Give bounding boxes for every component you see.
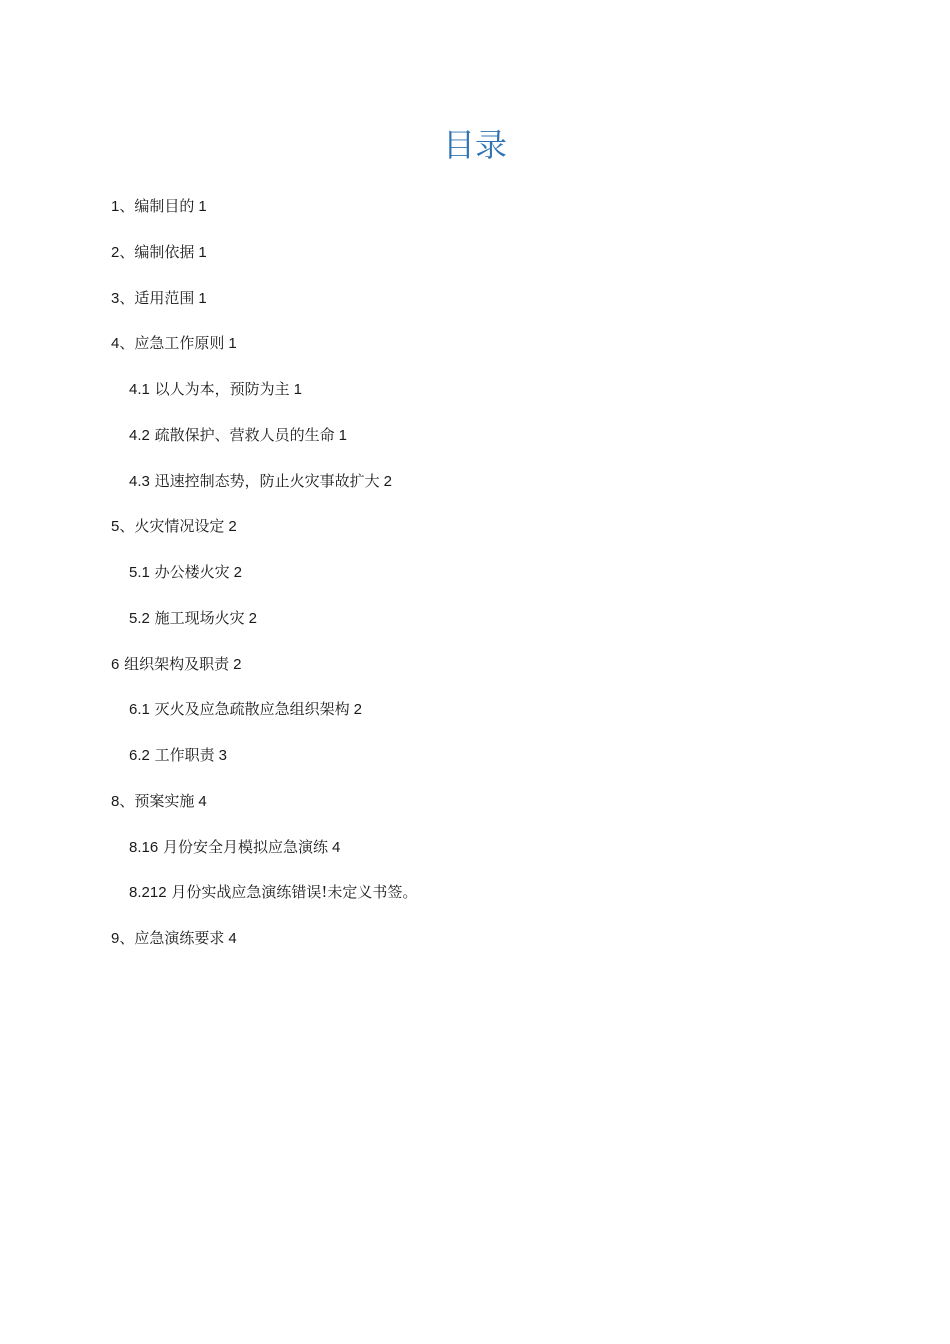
toc-entry-text: 编制依据 <box>134 242 195 261</box>
toc-entry-number: 4.2 <box>129 426 150 444</box>
toc-entry-page-number: 2 <box>353 701 362 719</box>
toc-entry-separator: 、 <box>119 334 135 353</box>
toc-entry-text: 预案实施 <box>134 791 195 810</box>
toc-entry-number: 6 <box>111 655 120 673</box>
toc-entry[interactable] <box>0 926 950 972</box>
toc-entry[interactable] <box>0 194 950 240</box>
toc-entry-text: 火灾情况设定 <box>134 517 225 536</box>
toc-entry[interactable] <box>0 423 950 469</box>
toc-entry-number: 9 <box>111 930 120 947</box>
toc-entry-text: 适用范围 <box>134 288 195 307</box>
toc-entry-page-number: 1 <box>198 198 207 215</box>
toc-entry-page-number: 1 <box>198 243 207 261</box>
toc-entry-page-number: 1 <box>198 289 207 307</box>
toc-entry[interactable] <box>0 789 950 835</box>
toc-entry[interactable] <box>0 880 950 926</box>
toc-entry[interactable] <box>0 240 950 286</box>
toc-entry-page-number: 2 <box>233 564 242 581</box>
toc-entry-text: 疏散保护、营救人员的生命 <box>154 425 335 444</box>
toc-entry-number: 5.2 <box>129 609 150 627</box>
toc-entry-text: 办公楼火灾 <box>154 563 230 581</box>
toc-entry-page-number: 2 <box>228 518 237 536</box>
toc-entry-number: 5 <box>111 518 120 536</box>
toc-entry-number: 6.1 <box>129 701 150 719</box>
toc-entry-separator: 、 <box>119 517 135 536</box>
toc-entry-number: 3 <box>111 289 120 307</box>
toc-entry-separator: 、 <box>119 929 135 947</box>
toc-entry-separator: 、 <box>119 791 135 810</box>
toc-entry[interactable] <box>0 286 950 332</box>
toc-entry-page-number: 2 <box>233 655 242 673</box>
toc-entry-number: 4.1 <box>129 381 150 398</box>
toc-entry-page-number: 4 <box>228 930 237 947</box>
toc-entry-page-number: 1 <box>338 426 347 444</box>
toc-entry-text: 组织架构及职责 <box>124 654 230 673</box>
toc-entry-text: 工作职责 <box>154 746 215 764</box>
toc-entry[interactable] <box>0 652 950 698</box>
toc-entry-number: 8.16 <box>129 838 159 856</box>
toc-entry-number: 5.1 <box>129 564 150 581</box>
toc-entry-number: 8 <box>111 792 120 810</box>
toc-entry-text: 应急演练要求 <box>134 929 225 947</box>
toc-entry[interactable] <box>0 377 950 423</box>
toc-entry[interactable] <box>0 743 950 789</box>
toc-entry-page-number: 3 <box>218 747 227 764</box>
toc-entry-page-number: 2 <box>383 472 392 490</box>
toc-entry-number: 4.3 <box>129 472 150 490</box>
toc-entry[interactable] <box>0 606 950 652</box>
toc-entry[interactable] <box>0 697 950 743</box>
toc-entry-text: 以人为本，预防为主 <box>154 380 290 398</box>
toc-entry-text: 月份安全月模拟应急演练 <box>162 837 328 856</box>
toc-entry-number: 2 <box>111 243 120 261</box>
toc-entry-text: 应急工作原则 <box>134 334 225 353</box>
toc-entry-page-number: 4 <box>332 838 341 856</box>
toc-entry-text: 编制目的 <box>134 197 195 215</box>
toc-entry-number: 6.2 <box>129 747 150 764</box>
toc-entry-text: 迅速控制态势，防止火灾事故扩大 <box>154 471 380 490</box>
toc-entry-separator: 、 <box>119 197 135 215</box>
toc-entry-separator: 、 <box>119 288 135 307</box>
toc-list <box>0 194 950 972</box>
toc-entry-number: 8.212 <box>129 884 167 902</box>
toc-entry[interactable] <box>0 469 950 515</box>
toc-entry-page-number: 1 <box>293 381 302 398</box>
toc-entry-page-number: 1 <box>228 335 237 353</box>
toc-entry-page-number: 2 <box>248 609 257 627</box>
toc-entry[interactable] <box>0 331 950 377</box>
toc-entry[interactable] <box>0 560 950 606</box>
toc-entry[interactable] <box>0 514 950 560</box>
toc-entry-page-number: 4 <box>198 792 207 810</box>
toc-title: 目录 <box>442 126 507 164</box>
toc-entry-number: 4 <box>111 335 120 353</box>
toc-entry[interactable] <box>0 835 950 881</box>
toc-entry-text: 灭火及应急疏散应急组织架构 <box>154 700 350 719</box>
toc-entry-text: 月份实战应急演练错误!未定义书签。 <box>171 883 418 902</box>
toc-entry-number: 1 <box>111 198 120 215</box>
toc-entry-text: 施工现场火灾 <box>154 608 245 627</box>
toc-entry-separator: 、 <box>119 242 135 261</box>
